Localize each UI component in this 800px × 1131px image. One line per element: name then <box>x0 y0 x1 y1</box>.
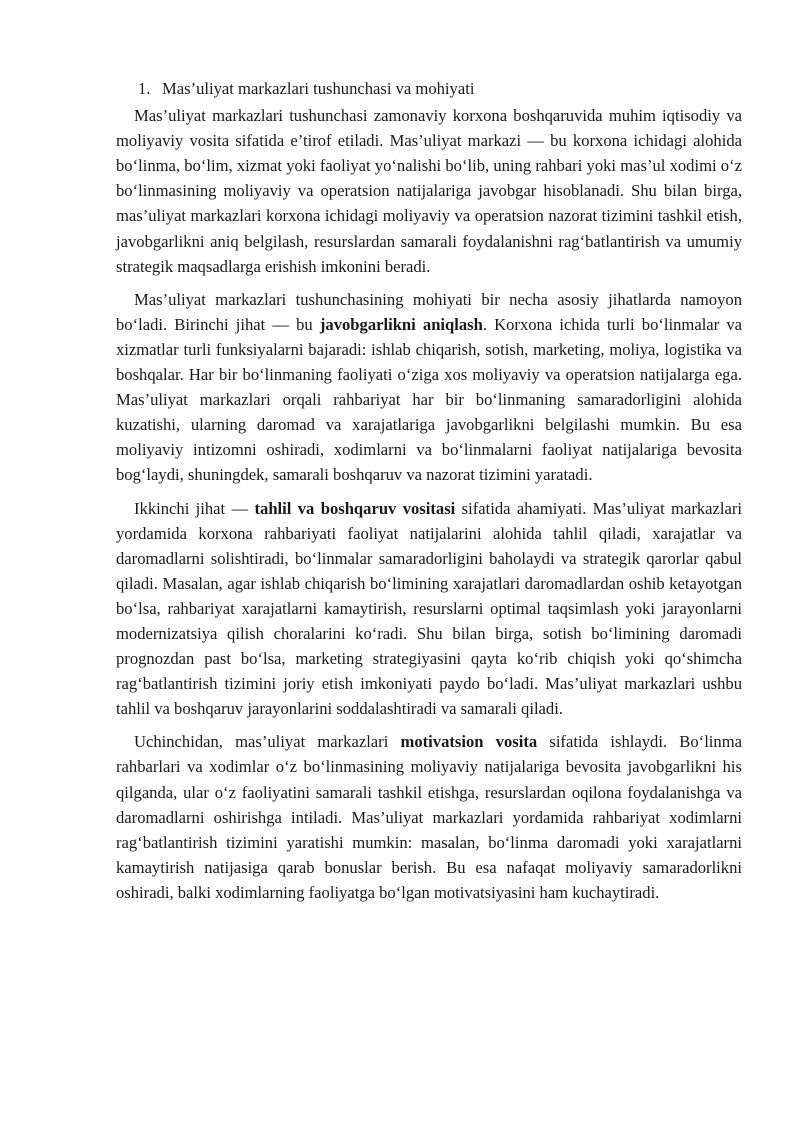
emphasis-text: motivatsion vosita <box>400 732 538 752</box>
paragraph-3 <box>116 496 742 722</box>
section-number: 1. <box>138 79 151 98</box>
section-heading <box>116 76 742 101</box>
document-page <box>116 70 742 913</box>
emphasis-text: tahlil va boshqaruv vositasi <box>254 498 456 518</box>
paragraph-text: Mas’uliyat markazlari tushunchasining mohiyati bir necha asosiy jihatlarda namoyon bo‘ladi. Birinchi jihat — bu <box>116 289 742 334</box>
section-title: Mas’uliyat markazlari tushunchasi va mohiyati <box>162 79 475 98</box>
paragraph-1 <box>116 103 742 279</box>
paragraph-text: sifatida ahamiyati. Mas’uliyat markazlari yordamida korxona rahbariyati faoliyat natijalarini alohida tahlil qiladi, xarajatlar va daromadlarni solishtiradi, bo‘linmalar samaradorligini baholaydi va strategik qarorlar qabul qiladi. Masalan, agar ishlab chiqarish bo‘limining xarajatlari daromadlardan oshib ketayotgan bo‘lsa, rahbariyat xarajatlarni kamaytirish, resurslarni optimal taqsimlash yoki jarayonlarni modernizatsiya qilish choralarini ko‘radi. Shu bilan birga, sotish bo‘limining daromadi prognozdan past bo‘lsa, marketing strategiyasini qayta ko‘rib chiqish yoki qo‘shimcha rag‘batlantirish tizimini joriy etish imkoniyati paydo bo‘ladi. Mas’uliyat markazlari ushbu tahlil va boshqaruv jarayonlarini soddalashtiradi va samarali qiladi. <box>116 498 742 719</box>
paragraph-text: . Korxona ichida turli bo‘linmalar va xizmatlar turli funksiyalarni bajaradi: ishlab chiqarish, sotish, marketing, moliya, logistika va boshqalar. Har bir bo‘linmaning faoliyati o‘ziga xos moliyaviy va operatsion natijalarga ega. Mas’uliyat markazlari orqali rahbariyat har bir bo‘linmaning samaradorligini alohida kuzatishi, ularning daromad va xarajatlariga javobgarlikni belgilashi mumkin. Bu esa moliyaviy intizomni oshiradi, xodimlarni va bo‘linmalarni faoliyat natijalariga bevosita bog‘laydi, shuningdek, samarali boshqaruv va nazorat tizimini yaratadi. <box>116 314 742 485</box>
paragraph-text: Ikkinchi jihat — <box>134 498 255 518</box>
paragraph-text: sifatida ishlaydi. Bo‘linma rahbarlari va xodimlar o‘z bo‘linmasining moliyaviy natijalariga bevosita javobgarlikni his qilganda, ular o‘z faoliyatini samarali tashkil etishga, resurslardan oqilona foydalanishga va daromadlarni oshirishga intiladi. Mas’uliyat markazlari yordamida rahbariyat xodimlarni rag‘batlantirish tizimini yaratishi mumkin: masalan, bo‘linma daromadi yoki xarajatlarni kamaytirish natijasiga qarab bonuslar berish. Bu esa nafaqat moliyaviy samaradorlikni oshiradi, balki xodimlarning faoliyatga bo‘lgan motivatsiyasini ham kuchaytiradi. <box>116 732 742 902</box>
paragraph-2 <box>116 287 742 488</box>
paragraph-text: Uchinchidan, mas’uliyat markazlari <box>134 732 401 752</box>
emphasis-text: javobgarlikni aniqlash <box>319 314 483 334</box>
paragraph-text: Mas’uliyat markazlari tushunchasi zamonaviy korxona boshqaruvida muhim iqtisodiy va moliyaviy vosita sifatida e’tirof etiladi. Mas’uliyat markazi — bu korxona ichidagi alohida bo‘linma, bo‘lim, xizmat yoki faoliyat yo‘nalishi bo‘lib, uning rahbari yoki mas’ul xodimi o‘z bo‘linmasining moliyaviy va operatsion natijalariga javobgar hisoblanadi. Shu bilan birga, mas’uliyat markazlari korxona ichidagi moliyaviy va operatsion nazorat tizimini tashkil etish, javobgarlikni aniq belgilash, resurslardan samarali foydalanishni rag‘batlantirish va umumiy strategik maqsadlarga erishish imkonini beradi. <box>116 106 742 276</box>
paragraph-4 <box>116 729 742 905</box>
